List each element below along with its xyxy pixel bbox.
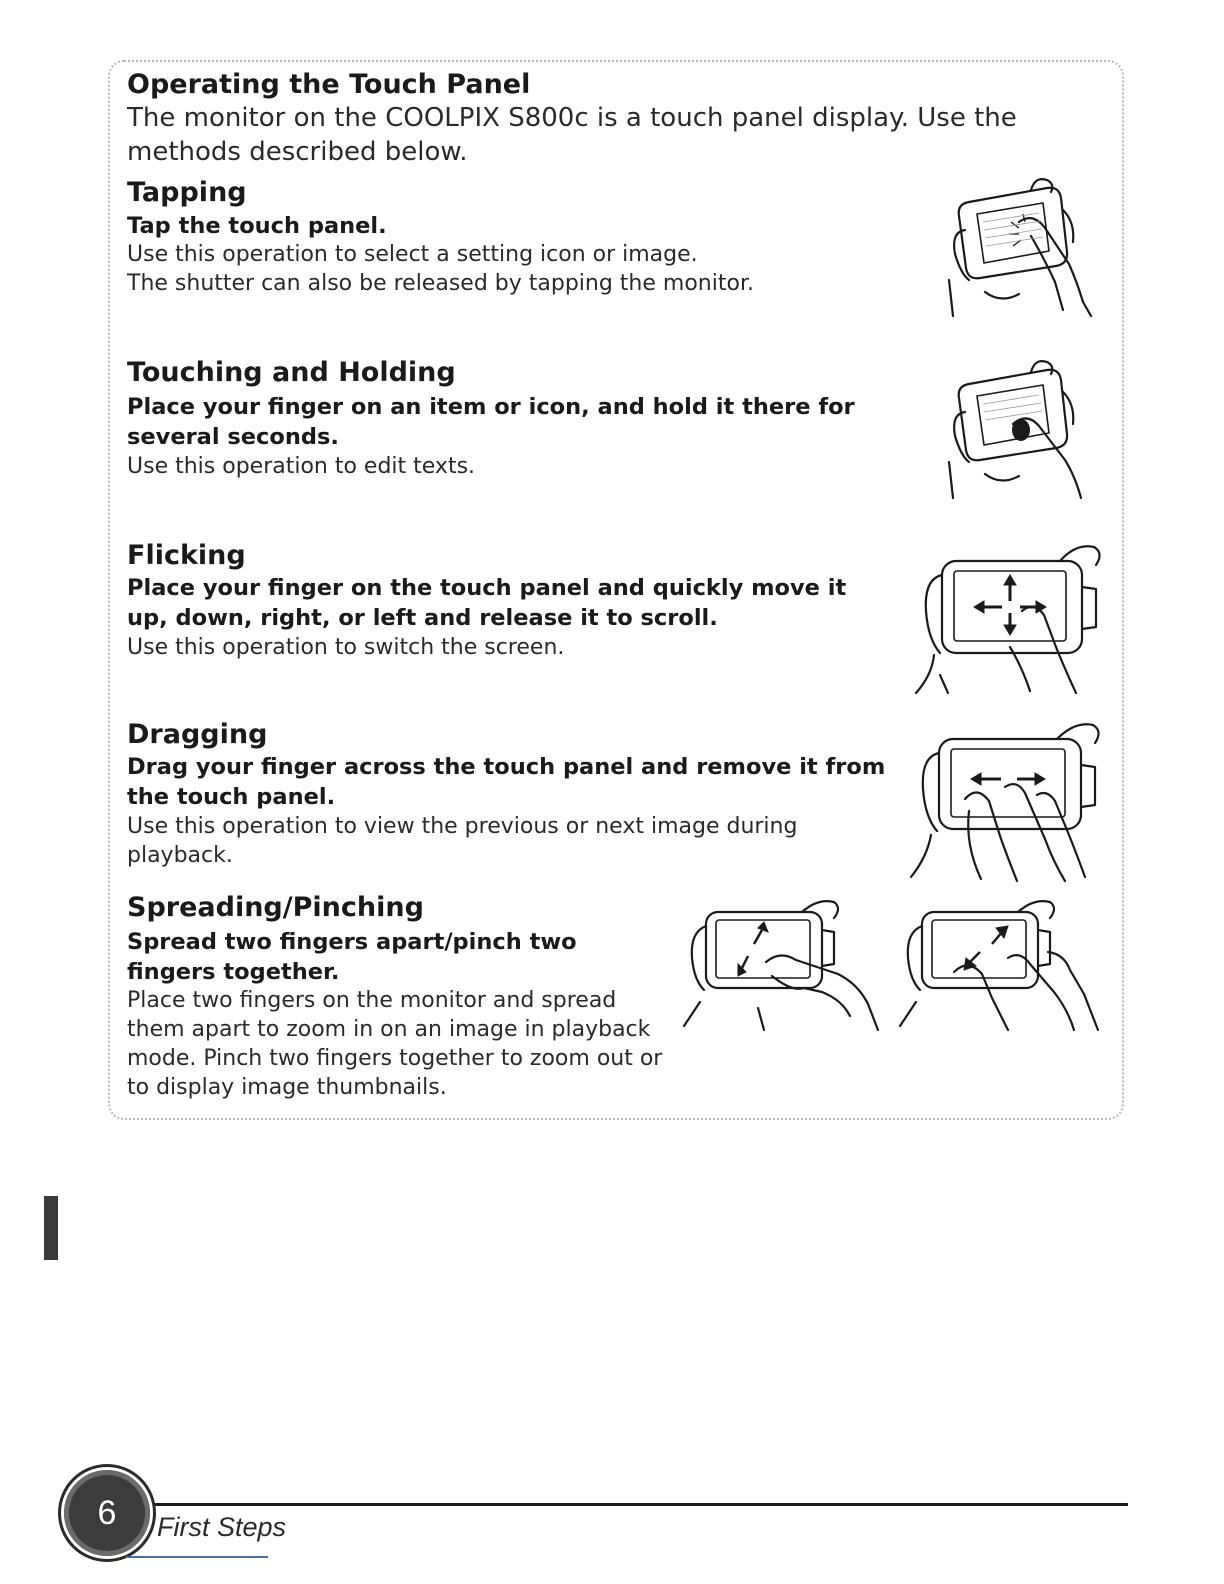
page-number: 6 [97, 1494, 117, 1532]
footer-link-underline [126, 1556, 268, 1558]
spreading-subtitle: Spread two fingers apart/pinch two fingers together. [127, 929, 577, 985]
intro-text: The monitor on the COOLPIX S800c is a touch panel display. Use the methods described below. [127, 103, 1017, 167]
flicking-title: Flicking [127, 540, 246, 571]
drag-camera-illustration [905, 715, 1110, 885]
dragging-body: Use this operation to view the previous or next image during playback. [127, 814, 798, 868]
spreading-body: Place two fingers on the monitor and spread them apart to zoom in on an image in playback mode. Pinch two fingers together to zoom out or to display image thumbnails. [127, 988, 663, 1100]
holding-body: Use this operation to edit texts. [127, 454, 476, 479]
holding-subtitle: Place your finger on an item or icon, and hold it there for several seconds. [127, 394, 855, 450]
dragging-title: Dragging [127, 719, 268, 750]
spreading-title: Spreading/Pinching [127, 892, 424, 923]
spread-camera-illustration [682, 892, 892, 1037]
chapter-side-tab [44, 1196, 58, 1260]
tap-camera-illustration [935, 170, 1105, 320]
pinch-camera-illustration [898, 892, 1108, 1037]
holding-title: Touching and Holding [127, 357, 456, 388]
page-number-badge [64, 1470, 150, 1556]
tapping-body: Use this operation to select a setting icon or image. The shutter can also be released by tapping the monitor. [127, 242, 754, 296]
tapping-title: Tapping [127, 177, 247, 208]
flicking-body: Use this operation to switch the screen. [127, 635, 565, 660]
page-title: Operating the Touch Panel [127, 69, 531, 100]
tapping-subtitle: Tap the touch panel. [127, 213, 387, 239]
flick-camera-illustration [910, 535, 1110, 700]
flicking-subtitle: Place your finger on the touch panel and quickly move it up, down, right, or left and release it to scroll. [127, 575, 847, 631]
hold-camera-illustration [935, 352, 1105, 502]
footer-section-link[interactable]: First Steps [157, 1512, 287, 1542]
dragging-subtitle: Drag your finger across the touch panel and remove it from the touch panel. [127, 754, 886, 810]
footer-rule [140, 1503, 1128, 1506]
